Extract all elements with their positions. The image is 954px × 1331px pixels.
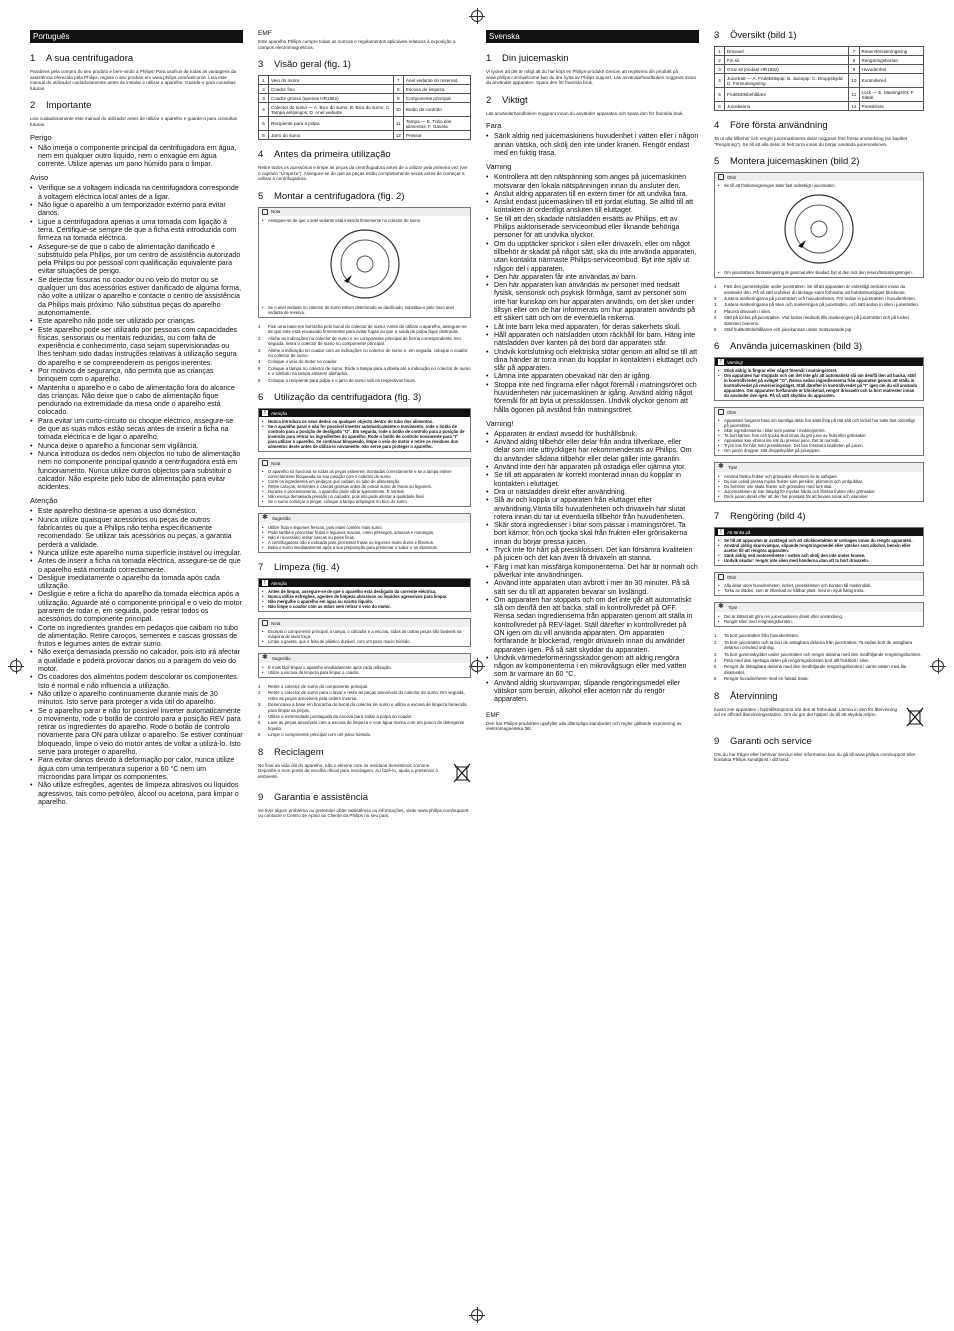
list-item: • Se o anel vedante no colector do sumo estiver deteriorado ou danificado, substitua-o pelo novo anel vedante de reserva. — [262, 305, 467, 315]
list-item: • Assegure-se de que o anel vedante está inserido firmemente no colector de sumo. — [262, 218, 467, 223]
note-icon — [718, 409, 724, 415]
list-varning — [486, 173, 699, 414]
steps-cleaning — [714, 633, 924, 681]
list-item: • Kontrollera att den nätspänning som anges på juicemaskinen motsvarar den lokala nätspänningen innan du ansluter den. — [486, 173, 699, 190]
section-heading: 6 Utilização da centrifugadora (fig. 3) — [258, 392, 422, 404]
table-row: 3 Coador grosso (apenas HR1882) 9 Componente principal — [259, 94, 471, 103]
caution-box: ! Att tänka på • Se till att apparaten är avstängd och att stickkontakten är urdragen innan du rengör apparaten. • Använd aldrig skursvampar, slipande rengöringsmedel eller vätskor som alkohol, bensin eller aceton till att rengöra apparaten. • Sänk aldrig ned motorenheten i vatten och skölj den inte under kranen. • Undvik skador: rengör inte silen med händerna utan att ta bort drivaxeln. — [714, 527, 924, 566]
section-heading: 3 Visão geral (fig. 1) — [258, 59, 351, 71]
step-item: 4 Peta med den spetsiga delen på rengöringsborsten bort allt fruktkött i silen. — [714, 658, 870, 664]
section-heading: 4 Före första användning — [714, 120, 828, 131]
list-item: • Não imerja o componente principal da centrifugadora em água, nem em qualquer outro líquido, nem o enxagúe em água corrente. Utilize apenas um pano húmido para o limpar. — [30, 144, 243, 169]
section-text: No final da vida útil do aparelho, não o elimine com os resíduos domésticos comuns. Deposite-o num ponto de recolha oficial para reciclagem. Ao fazê-lo, ajuda a preservar o ambiente. — [258, 762, 439, 779]
caution-box: ! Varning! • Stick aldrig in fingrar eller något föremål i matningsröret. • Om apparaten har stoppats och om det inte går att automatiskt slå om den/få den att backa, ställ in kontrollvredet på avläget "O". Rensa sedan ingredienserna från apparaten genom att ställa in kontrollvredet på reverseringsläget. Ställ därefter in kontrollvredet på "I" igen om du vill använda apparaten. Om apparaten fortfarande är blockerad, rengör drivaxeln och ta bort matrester innan du använder den igen. På så sätt skyddar du apparaten. — [714, 357, 924, 401]
caution-box: ! Atenção • Nunca introduza os seus dedos ou qualquer objecto dentro do tubo dos alimentos. • Se o aparelho parar e não for possível inverter automaticamente o movimento, rode o botão de controlo para a posição de desligado "O". Em seguida, rode o botão de controlo para a posição de inversão para retirar os ingredientes do aparelho. Rode o botão de controlo novamente para "I" para utilizar o aparelho. Se continuar bloqueado, limpe o veio do motor e retire os resíduos dos alimentos deste antes de utilizá-lo novamente. Isto serve para proteger o aparelho. — [258, 408, 471, 452]
list-item: • Använd färska frukter och grönsaker eftersom de är saftigare. — [718, 474, 920, 479]
note-box: Nota • Excepto o componente principal, a tampa, o calcador e a escova, todas as outras peças são laváveis na máquina de lavar loiça. • Limpe a gaveta, que é feita de plástico durável, com um pano macio húmido. — [258, 618, 471, 647]
list-item: • Corte os ingredientes grandes em pedaços que caibam no tubo de alimentação. Retire caroços, sementes e cascas grossas de frutos e legumes antes de extrair sumo. — [30, 624, 243, 649]
list-item: • Verifique se a voltagem indicada na centrifugadora corresponde à voltagem eléctrica local antes de a ligar. — [30, 184, 243, 201]
section-heading: 8 Återvinning — [714, 690, 778, 702]
list-item: • Nunca utilize este aparelho numa superfície instável ou irregular. — [30, 549, 243, 557]
list-item: • Apparaten fungerar bara om samtliga delar har satts ihop på rätt sätt och locket har satts fast ordentligt på juicetratten. — [718, 418, 920, 428]
tip-box: ✱ Sugestão • Utilize fruta e legumes frescos, pois estes contêm mais sumo. • Pode também processar frutos e legumes macios, como pêssegos, ameixas e morangos. • Não é necessário retirar cascas ou peles finas. • A centrifugadora não é indicada para processar frutas ou legumes muito duros e fibrosos. • Beba o sumo imediatamente após a sua preparação para preservar o sabor e as vitaminas. — [258, 513, 471, 553]
warning-icon: ! — [262, 580, 268, 586]
list-aviso — [30, 184, 243, 491]
list-item: • Não ligue o aparelho a um temporizador externo para evitar danos. — [30, 201, 243, 218]
list-item: • Pode também processar frutos e legumes macios, como pêssegos, ameixas e morangos. — [262, 530, 467, 535]
overview-table — [258, 75, 471, 140]
section-heading: 9 Garantia e assistência — [258, 791, 368, 803]
table-row: 5 Recipiente para a polpa 11 Tampa — E. Tubo dos alimentos; F. Gaveta — [259, 117, 471, 131]
list-item: • Sänk aldrig ned juicemaskinens huvudenhet i vatten eller i någon annan vätska, och skölj den inte under kranen. Rengör endast med en fuktig trasa. — [486, 132, 699, 157]
column-portuguese-2 — [258, 30, 471, 819]
registration-mark-right — [932, 660, 944, 672]
list-item: • Retire caroços, sementes e cascas grossas antes de extrair sumo de frutos ou legumes. — [262, 484, 467, 489]
list-item: • Om du upptäcker sprickor i silen eller drivaxeln, eller om något tillbehör är skadat på något sätt, ska du inte använda apparaten, utan kontakta närmaste Philips-serviceombud. Byt inte själv ut någon del i apparaten. — [486, 240, 699, 273]
list-item: • Nunca introduza os dedos nem objectos no tubo de alimentação nem no componente principal quando a centrifugadora está em funcionamento. Nunca utilize outros objectos para substituir o calcador. Não espreite pelo tubo de alimentação para evitar acidentes. — [30, 450, 243, 491]
step-item: 6 Coloque o recipiente para polpa e o jarro de sumo sob os respectivos bicos. — [258, 377, 416, 383]
column-swedish-2 — [714, 30, 924, 763]
list-item: • Slå av och koppla ur apparaten från eluttaget efter användning.Vänta tills huvudenheten och drivaxeln har slutat rotera innan du tar ut eventuella tillbehör från huvudenheten. — [486, 496, 699, 521]
section-heading: 7 Rengöring (bild 4) — [714, 511, 806, 523]
tip-box: ✱ Tips! • Använd färska frukter och grönsaker eftersom de är saftigare. • Du kan också pressa mjuka frukter som persikor, plommon och jordgubbar. • Du behöver inte skala frukter och grönsaker med tunt skal. • Juicemaskinen är inte lämplig för mycket hårda och fibrösa frukter eller grönsaker. • Drick juicen direkt efter att den har pressats för att bevara smak och vitaminer. — [714, 462, 924, 502]
section-heading: 4 Antes da primeira utilização — [258, 149, 391, 161]
step-item: 1 Fäst den gummiskydde under juicetratten. Se till att apparaten är ordentligt ansluten innan du använder den. På så sätt undviker du läckage samt förhindrar att fruktköttsutloppet blockeras. — [714, 284, 906, 295]
column-swedish-1 — [486, 30, 699, 732]
list-item: • Este aparelho não pode ser utilizado por crianças. — [30, 317, 243, 325]
section-heading: 5 Montera juicemaskinen (bild 2) — [714, 156, 860, 168]
steps-assemble — [714, 284, 924, 332]
step-item: 6 Ställ fruktköttsbehållaren och juicekannan under motsvarande pip. — [714, 327, 853, 333]
step-item: 1 Ta bort juicetratten från huvudenheten. — [714, 633, 800, 639]
step-item: 5 Lave as peças amovíveis com a escova de limpeza e com água morna com um pouco de detergente líquido. — [258, 720, 465, 731]
section-heading: 9 Garanti och service — [714, 735, 812, 747]
list-item: • Apparaten kan vibrera lite när du pressar juice. Det är normalt. — [718, 438, 920, 443]
section-text: Läs användarhandboken noggrant innan du använder apparaten och spara den för framtida bruk. — [486, 110, 684, 116]
list-item: • Den här apparaten får inte användas av barn. — [486, 273, 699, 281]
table-row: 1 Veio do motor 7 Anel vedante do reservat. — [259, 76, 471, 85]
list-item: • Undvik skador: rengör inte silen med händerna utan att ta bort drivaxeln. — [718, 558, 920, 563]
warning-icon: ! — [718, 359, 724, 365]
list-item: • Durante o processamento, o aparelho pode vibrar ligeiramente. É normal. — [262, 489, 467, 494]
section-heading: 1 A sua centrifugadora — [30, 53, 134, 64]
note-box: Obs! • Se till att förslutningsringen sitter fast ordentligt i juicetratten. • Om juicetrattens förslutningsring är gammal eller skadad, byt ut den mot den reservförslutningsringen. — [714, 172, 924, 278]
step-item: 2 Ta bort juicetratten och ta bort de avtagbara delarna från juicetratten. Ta sedan bort de avtagbara delarna i omvänd ordning. — [714, 639, 913, 651]
note-icon — [262, 460, 268, 466]
list-item: • Para evitar um curto-circuito ou choque eléctrico, assegure-se de que as suas mãos estão secas antes de inserir a ficha na tomada eléctrica e de ligar o aparelho. — [30, 417, 243, 442]
section-text: Leia cuidadosamente este manual do utilizador antes de utilizar o aparelho e guarde-o para consultas futuras. — [30, 116, 238, 127]
step-item: 5 Rengör de löstagbara delarna med den medföljande rengöringsborsten i varmt vatten med lite diskmedel. — [714, 664, 907, 675]
list-item: • Den här apparaten kan användas av personer med nedsatt fysisk, sensorisk och psykisk förmåga, samt av personer som inte har kunskap om hur apparaten används, om det sker under tillsyn eller om de har informerats om hur apparaten används på ett säkert sätt och om de eventuella riskerna. — [486, 281, 699, 322]
list-item: • Ligue a centrifugadora apenas a uma tomada com ligação à terra. Certifique-se sempre de que a ficha está introduzida com firmeza na tomada eléctrica. — [30, 218, 243, 243]
caution-box: ! Atenção • Antes de limpar, assegure-se de que o aparelho está desligado da corrente eléctrica. • Nunca utilize esfregões, agentes de limpeza abrasivos ou líquidos agressivos para limpar. • Não mergulhe o aparelho em água ou noutro líquido. • Não limpe o coador com as mãos sem retirar o veio do motor. — [258, 578, 471, 612]
list-item: • Antes de limpar, assegure-se de que o aparelho está desligado da corrente eléctrica. — [262, 589, 467, 594]
list-item: • A centrifugadora não é indicada para processar frutas ou legumes muito duros e fibrosos. — [262, 540, 467, 545]
section-text: Parabéns pela compra do seu produto e bem-vindo à Philips! Para usufruir de todas as vantagens da assistência oferecida pela Philips, registe o seu produto em www.philips.com/welcome. Leia este manual do utilizador cuidadosamente antes de instalar e utilizar o aparelho. Guarde-o para consultas futuras. — [30, 69, 237, 91]
list-item: • Não mergulhe o aparelho em água ou noutro líquido. — [262, 599, 467, 604]
step-item: 2 Alinhe as indicações no colector de sumo e no componente principal de forma correspondente. Em seguida, insira o colector de sumo no componente principal. — [258, 335, 461, 347]
list-item: • Limpe a gaveta, que é feita de plástico durável, com um pano macio húmido. — [262, 639, 467, 644]
note-icon — [718, 574, 724, 580]
list-item: • Não exerça demasiada pressão no calcador, pois isto irá afectar a qualidade e poderá provocar danos ou a paragem do veio do motor. — [30, 648, 243, 673]
note-icon — [718, 174, 724, 180]
overview-table — [714, 46, 924, 111]
list-item: • Nunca introduza os seus dedos ou qualquer objecto dentro do tubo dos alimentos. — [262, 419, 467, 424]
list-item: • Använd aldrig skursvampar, slipande rengöringsmedel eller vätskor som alkohol, bensin eller aceton till att rengöra apparaten. — [718, 543, 920, 553]
subheading-aviso: Aviso — [30, 173, 49, 183]
tip-icon — [262, 655, 269, 662]
list-item: • Não utilize esfregões, agentes de limpeza abrasivos ou líquidos agressivos, tais como petróleo, álcool ou acetona, para limpar o aparelho. — [30, 781, 243, 806]
note-box: Obs! • Alla delar utom huvudenheten, locket, pressklossen och borsten tål maskindisk. • Torka av släden, som är tillverkad av hållbar plast, med en mjuk fuktig trasa. — [714, 572, 924, 596]
recycle-bin-icon — [906, 707, 924, 727]
list-perigo — [30, 144, 243, 169]
step-item: 3 Justera markeringarna på silen och markeringen på juicetratten, och sätt sedan in silen i juicetratten. — [714, 302, 919, 308]
step-item: 5 Coloque a tampa no colector de sumo. Rode a tampa para a direita até a indicação no colector de sumo e o símbolo na tampa estarem alinhados. — [258, 365, 471, 377]
section-heading: 2 Viktigt — [486, 94, 528, 106]
juicer-figure — [262, 223, 467, 305]
registration-mark-bottom — [471, 1309, 483, 1321]
list-item: • Este aparelho pode ser utilizado por pessoas com capacidades físicas, sensoriais ou mentais reduzidas, ou com falta de experiência e conhecimento, caso sejam supervisionadas ou lhes tenham sido dadas instruções relativas à utilização segura do aparelho e se compreenderem os perigos inerentes. — [30, 326, 243, 367]
list-item: • Antes de inserir a ficha na tomada eléctrica, assegure-se de que o aparelho está montado correctamente. — [30, 557, 243, 574]
list-item: • Não limpe o coador com as mãos sem retirar o veio do motor. — [262, 604, 467, 609]
list-item: • Stoppa inte ned fingrarna eller något föremål i matningsröret och huvudenheten när juicemaskinen är igång. Använd aldrig något föremål för att byta ut pressklossen. Undvik olyckor genom att hålla ögonen på avstånd från matningsröret. — [486, 381, 699, 414]
language-header: Svenska — [486, 30, 699, 43]
list-item: • Nunca utilize quaisquer acessórios ou peças de outros fabricantes ou que a Philips não tenha especificamente recomendado. Se utilizar tais acessórios ou peças, a garantia perderá a validade. — [30, 516, 243, 549]
step-item: 6 Rengör huvudenheten med en fuktad trasa. — [714, 676, 809, 682]
list-item: • Du kan också pressa mjuka frukter som persikor, plommon och jordgubbar. — [718, 479, 920, 484]
language-header: Português — [30, 30, 243, 43]
section-heading: 2 Importante — [30, 100, 92, 112]
list-item: • Apparaten är endast avsedd för hushållsbruk. — [486, 430, 699, 438]
list-item: • Använd aldrig skursvampar, slipande rengöringsmedel eller vätskor som bensin, alkohol eller aceton när du rengör apparaten. — [486, 679, 699, 704]
list-item: • Nunca utilize esfregões, agentes de limpeza abrasivos ou líquidos agressivos para limpar. — [262, 594, 467, 599]
step-item: 6 Limpe o componente principal com um pano húmido. — [258, 732, 372, 738]
note-box: Nota • O aparelho só funciona se todas as peças estiverem montadas correctamente e se a tampa estiver correctamente bloqueada na sua posição com o colector de sumo. • Corte os ingredientes em pedaços que caibam no tubo de alimentação. • Retire caroços, sementes e cascas grossas antes de extrair sumo de frutos ou legumes. • Durante o processamento, o aparelho pode vibrar ligeiramente. É normal. • Não exerça demasiada pressão no calcador, pois isto pode afectar a qualidade final. • Se o sumo começar a pingar, coloque a tampa antipingos no bico do sumo. — [258, 458, 471, 507]
section-text: Ta ut alla tillbehör och rengör juicemaskinens delar noggrant före första användning (se kapitlet "Rengöring"). Se till att alla delar är helt torra innan du börjar använda juicemaskinen. — [714, 136, 908, 147]
section-heading: 8 Reciclagem — [258, 746, 324, 758]
list-item: • Undvik värmedeformeringsskador genom att aldrig rengöra någon av komponenterna i en mikrovågsugn eller med vatten som är varmare än 60 °C. — [486, 654, 699, 679]
step-item: 1 Retire o colector de sumo do componente principal. — [258, 684, 369, 690]
list-item: • O aparelho só funciona se todas as peças estiverem montadas correctamente e se a tampa estiver correctamente bloqueada na sua posição com o colector de sumo. — [262, 469, 467, 479]
list-item: • Este aparelho destina-se apenas a uso doméstico. — [30, 507, 243, 515]
warning-icon: ! — [262, 410, 268, 416]
step-item: 3 Ta bort gummiskyddet under juicetratten och rengör delarna med den medföljande rengöringsborsten. — [714, 651, 922, 657]
table-row: 4 Colector do sumo — A. Bico do sumo; B. Bico do sumo; C. Tampa antipingos; D. Anel vedante 10 Botão de controlo — [259, 103, 471, 117]
tip-icon — [718, 464, 725, 471]
subheading-atencao: Atenção — [30, 496, 58, 506]
list-item: • Om apparaten har stoppats och om det inte går att automatiskt slå om den/få den att backa, ställ in kontrollvredet på OFF. Rensa sedan ingredienserna från apparaten genom att ställa in kontrollvredet på REV-läget. Ställ därefter in kontrollvredet på ON igen om du vill använda apparaten. Om apparaten fortfarande är blockerad, rengör drivaxeln innan du använder apparaten igen. På så sätt skyddar du apparaten. — [486, 596, 699, 654]
table-row: 5 Fruktköttsbehållare 11 Lock — E. Matningsrör; F. Släde — [715, 88, 924, 102]
list-item: • Se detectar fissuras no coador ou no veio do motor ou se qualquer um dos acessórios estiver danificado de alguma forma, não volte a utilizar o aparelho e contacte o centro de assistência da Philips mais próximo. Não substitua peças do aparelho autonomamente. — [30, 276, 243, 317]
list-item: • Anslut aldrig apparaten till en extern timer för att undvika fara. — [486, 190, 699, 198]
list-item: • Os coadores dos alimentos podem descolorar os componentes. Isto é normal e não influencia a utilização. — [30, 673, 243, 690]
list-item: • Se till att apparaten är avstängd och att stickkontakten är urdragen innan du rengör apparaten. — [718, 538, 920, 543]
list-item: • Sänk aldrig ned motorenheten i vatten och skölj den inte under kranen. — [718, 553, 920, 558]
step-item: 5 Sätt på locket på juicetratten. Vrid locket medsols tills markeringen på juicetratten och på locket stämmer överens. — [714, 315, 909, 326]
list-item: • Se o sumo começar a pingar, coloque a tampa antipingos no bico do sumo. — [262, 499, 467, 504]
warning-icon: ! — [718, 529, 724, 535]
tip-box: ✱ Tips! • Det är lättast att göra ren juicemaskinen direkt efter användning. • Rengör silen med rengöringsborsten. — [714, 602, 924, 627]
note-box: Nota • Assegure-se de que o anel vedante está inserido firmemente no colector de sumo. • Se o anel vedante no colector do sumo estiver deteriorado ou danificado, substitua-o pelo novo anel vedante de reserva. — [258, 207, 471, 318]
juicer-figure — [718, 188, 920, 270]
table-row: 6 Juicekanna 12 Presskloss — [715, 102, 924, 111]
subheading-fara: Fara — [486, 121, 502, 131]
note-icon — [262, 209, 268, 215]
list-item: • Beba o sumo imediatamente após a sua preparação para preservar o sabor e as vitaminas. — [262, 545, 467, 550]
list-item: • Alla delar utom huvudenheten, locket, pressklossen och borsten tål maskindisk. — [718, 583, 920, 588]
step-item: 3 Desencaixe a base em borracha do bocal do colector de sumo e utilize a escova de limpeza fornecida para limpar as peças. — [258, 702, 467, 713]
list-item: • Não é necessário retirar cascas ou peles finas. — [262, 535, 467, 540]
list-item: • Juicemaskinen är inte lämplig för mycket hårda och fibrösa frukter eller grönsaker. — [718, 489, 920, 494]
list-item: • Utilize fruta e legumes frescos, pois estes contêm mais sumo. — [262, 525, 467, 530]
list-item: • Det är lättast att göra ren juicemaskinen direkt efter användning. — [718, 614, 920, 619]
section-heading: 6 Använda juicemaskinen (bild 3) — [714, 341, 863, 353]
table-row: 2 Fin sil 8 Rengöringsborste — [715, 56, 924, 65]
list-fara — [486, 132, 699, 157]
section-heading: 1 Din juicemaskin — [486, 53, 569, 64]
registration-mark-mid — [471, 660, 483, 672]
section-text: Om du har frågor eller behöver service eller information kan du gå till www.philips.com/support eller kontakta Philips kundtjänst i ditt land. — [714, 751, 916, 763]
list-item: • Om juicetrattens förslutningsring är gammal eller skadad, byt ut den mot den reservförslutningsringen. — [718, 270, 920, 275]
list-item: • Mantenha o aparelho e o cabo de alimentação fora do alcance das crianças. Não deixe que o cabo de alimentação fique pendurado na extremidade da mesa onde o aparelho está colocado. — [30, 384, 243, 417]
step-item: 4 Coloque o veio do motor no coador. — [258, 359, 338, 365]
tip-icon — [262, 515, 269, 522]
registration-mark-left — [10, 660, 22, 672]
table-row: 2 Coador fino 8 Escova de limpeza — [259, 85, 471, 94]
section-text: Se tiver algum problema ou pretender obter assistência ou informações, visite www.philips.com/support ou contacte o Centro de Apoio ao Cliente da Philips no seu país. — [258, 807, 469, 819]
list-item: • Använd aldrig tillbehör eller delar från andra tillverkare, eller delar som inte uttryckligen har rekommenderats av Philips. Om du använder sådana tillbehör eller delar gäller inte garantin. — [486, 438, 699, 463]
note-icon — [262, 620, 268, 626]
list-item: • É mais fácil limpar o aparelho imediatamente após cada utilização. — [262, 665, 467, 670]
section-heading: 7 Limpeza (fig. 4) — [258, 562, 340, 574]
table-row: 1 Drivaxel 7 Reservförslutningsring — [715, 47, 924, 56]
list-item: • Torka av släden, som är tillverkad av hållbar plast, med en mjuk fuktig trasa. — [718, 588, 920, 593]
list-item: • Om juicen droppar, sätt droppskyddet på juicepipen. — [718, 448, 920, 453]
table-row: 4 Juicetratt — A. Fruktköttspip; B. Juicepip; C. Droppskydd; D. Förslutningsring 10 Kontrollvred — [715, 74, 924, 88]
list-item: • Undvik kortslutning och elektriska stötar genom att alltid se till att dina händer är torra innan du kopplar in kontakten i eluttaget och slår på apparaten. — [486, 348, 699, 373]
list-item: • Para evitar danos devido à deformação por calor, nunca utilize água com uma temperatura superior a 60 °C nem um microondas para limpar os componentes. — [30, 756, 243, 781]
emf-text: Este aparelho Philips cumpre todas as normas e regulamentos aplicáveis relativos à exposição a campos electromagnéticos. — [258, 39, 456, 50]
tip-icon — [718, 604, 725, 611]
list-item: • Om apparaten har stoppats och om det inte går att automatiskt slå om den/få den att backa, ställ in kontrollvredet på avläget "O". Rensa sedan ingredienserna från apparaten genom att ställa in kontrollvredet på reverseringsläget. Ställ därefter in kontrollvredet på "I" igen om du vill använda apparaten. Om apparaten fortfarande är blockerad, rengör drivaxeln och ta bort matrester innan du använder den igen. På så sätt skyddar du apparaten. — [718, 373, 920, 398]
list-item: • Desligue imediatamente o aparelho da tomada após cada utilização. — [30, 574, 243, 591]
subheading-varning2: Varning! — [486, 418, 514, 428]
steps-assemble — [258, 324, 471, 383]
list-item: • Utilize a escova de limpeza para limpar o coador. — [262, 670, 467, 675]
section-text: Kasta inte apparaten i hushållssoporna när den är förbrukad. Lämna in den för återvinning vid en officiell återvinningsstation. Om du gör det hjälper du till att skydda miljön. — [714, 706, 898, 718]
list-item: • Dra ur nätsladden direkt efter användning. — [486, 488, 699, 496]
section-heading: 5 Montar a centrifugadora (fig. 2) — [258, 190, 405, 202]
list-item: • Não exerça demasiada pressão no calcador, pois isto pode afectar a qualidade final. — [262, 494, 467, 499]
column-portuguese-1 — [30, 30, 243, 806]
step-item: 3 Alinhe a indicação no coador com as indicações no colector de sumo e, em seguida, coloque o coador no colector de sumo. — [258, 347, 468, 358]
list-item: • Se o aparelho parar e não for possível inverter automaticamente o movimento, rode o botão de controlo para a posição de desligado "O". Em seguida, rode o botão de controlo para a posição de inversão para retirar os ingredientes do aparelho. Rode o botão de controlo novamente para "I" para utilizar o aparelho. Se continuar bloqueado, limpe o veio do motor e retire os resíduos dos alimentos deste antes de utilizá-lo novamente. Isto serve para proteger o aparelho. — [262, 424, 467, 449]
step-item: 4 Placera drivaxeln i silen. — [714, 308, 772, 314]
list-item: • Anslut endast juicemaskinen till ett jordat eluttag. Se alltid till att kontakten är ordentligt ansluten till eluttaget. — [486, 198, 699, 215]
list-item: • Se till att förslutningsringen sitter fast ordentligt i juicetratten. — [718, 183, 920, 188]
list-item: • Nunca deixe o aparelho a funcionar sem vigilância. — [30, 442, 243, 450]
list-item: • Se till att den skadade nätsladden ersätts av Philips, ett av Philips auktoriserade serviceombud eller liknande behöriga personer för att undvika olyckor. — [486, 215, 699, 240]
list-item: • Assegure-se de que o cabo de alimentação danificado é substituído pela Philips, por um centro de assistência autorizado pela Philips ou por pessoal com qualificação equivalente para evitar situações de perigo. — [30, 243, 243, 276]
list-item: • Drick juicen direkt efter att den har pressats för att bevara smak och vitaminer. — [718, 494, 920, 499]
step-item: 1 Fixe uma base em borracha pelo bocal do colector de sumo. Antes de utilizar o aparelho, assegure-se de que este está encaixado firmemente para evitar fugas ou que a saída de polpa fique obstruída. — [258, 323, 467, 335]
list-item: • Använd inte den här apparaten på ostadiga eller ojämna ytor. — [486, 463, 699, 471]
list-item: • Skär stora ingredienser i bitar som passar i matningsröret. Ta bort kärnor, frön och tjocka skal från frukten eller grönsakerna innan du börjar pressa juicen. — [486, 521, 699, 546]
tip-box: ✱ Sugestão • É mais fácil limpar o aparelho imediatamente após cada utilização. • Utilize a escova de limpeza para limpar o coador. — [258, 653, 471, 678]
recycle-bin-icon — [453, 763, 471, 783]
list-item: • Excepto o componente principal, a tampa, o calcador e a escova, todas as outras peças são laváveis na máquina de lavar loiça. — [262, 629, 467, 639]
step-item: 4 Utilize a extremidade pontiaguda da escova para soltar a polpa do coador. — [258, 714, 413, 720]
list-item: • Se till att apparaten är korrekt monterad innan du kopplar in kontakten i eluttaget. — [486, 471, 699, 488]
list-item: • Ta bort kärnor, frön och tjocka skal innan du gör juice av frukt eller grönsaker. — [718, 433, 920, 438]
emf-title: EMF — [258, 30, 272, 37]
section-text: Retire todos os acessórios e limpe as peças da centrifugadora antes de a utilizar pela primeira vez (ver o capítulo "Limpeza"). Assegure-se de que as peças estão completamente secas antes de começar a utilizar a centrifugadora. — [258, 165, 468, 182]
list-item: • Tryck inte för hårt på pressklossen. Det kan försämra kvaliteten på juicen och det kan även få drivaxeln att stanna. — [486, 546, 699, 563]
list-item: • Använd inte apparaten utan avbrott i mer än 30 minuter. På så sätt ser du till att apparaten bevarar sin livslängd. — [486, 579, 699, 596]
list-item: • Du behöver inte skala frukter och grönsaker med tunt skal. — [718, 484, 920, 489]
list-item: • Lämna inte apparaten obevakad när den är igång. — [486, 372, 699, 380]
table-row: 6 Jarro do sumo 12 Pressor — [259, 131, 471, 140]
list-item: • Färg i mat kan missfärga komponenterna. Det här är normalt och påverkar inte användningen. — [486, 563, 699, 580]
list-item: • Håll apparaten och nätsladden utom räckhåll för barn. Häng inte nätsladden över kanten på det bord där apparaten står. — [486, 331, 699, 348]
list-item: • Tryck inte för hårt med pressklossen. Det kan försämra kvaliteten på juicen. — [718, 443, 920, 448]
list-item: • Se o aparelho parar e não for possível inverter automaticamente o movimento, rode o botão de controlo para a posição REV para retirar os ingredientes do aparelho. Rode o botão de controlo novamente para ON para utilizar o aparelho. Se estiver continuar bloqueado, limpe o veio do motor antes de voltar a utilizá-lo. Isto serve para proteger o aparelho. — [30, 707, 243, 757]
list-item: • Stick aldrig in fingrar eller något föremål i matningsröret. — [718, 368, 920, 373]
section-heading: 3 Översikt (bild 1) — [714, 30, 797, 41]
list-item: • Låt inte barn leka med apparaten, för deras säkerhets skull. — [486, 323, 699, 331]
list-item: • Desligue e retire a ficha do aparelho da tomada eléctrica após a utilização. Aguarde até o componente principal e o veio do motor pararem de rodar e, em seguida, pode retirar todos os acessórios do componente principal. — [30, 590, 243, 623]
steps-cleaning — [258, 684, 471, 738]
list-item: • Skär ingredienserna i bitar som passar i matningsröret. — [718, 428, 920, 433]
step-item: 2 Justera markeringarna på juicetratten och huvudenheten. För sedan in juicetratten i huvudenheten. — [714, 296, 917, 301]
emf-text: Den här Philips-produkten uppfyller alla tillämpliga standarder och regler gällande exponering av elektromagnetiska fält. — [486, 720, 682, 732]
list-item: • Não utilize o aparelho continuamente durante mais de 30 minutos. Isto serve para proteger a vida útil do aparelho. — [30, 690, 243, 707]
registration-mark-top — [471, 10, 483, 22]
list-item: • Corte os ingredientes em pedaços que caibam no tubo de alimentação. — [262, 479, 467, 484]
table-row: 3 Grov sil (endast HR1882) 9 Huvudenhet — [715, 65, 924, 74]
subheading-varning: Varning — [486, 162, 512, 172]
list-item: • Por motivos de segurança, não permita que as crianças brinquem com o aparelho. — [30, 367, 243, 384]
subheading-perigo: Perigo — [30, 132, 52, 142]
note-box: Obs! • Apparaten fungerar bara om samtliga delar har satts ihop på rätt sätt och locket har satts fast ordentligt på juicetratten. • Skär ingredienserna i bitar som passar i matningsröret. • Ta bort kärnor, frön och tjocka skal innan du gör juice av frukt eller grönsaker. • Apparaten kan vibrera lite när du pressar juice. Det är normalt. • Tryck inte för hårt med pressklossen. Det kan försämra kvaliteten på juicen. • Om juicen droppar, sätt droppskyddet på juicepipen. — [714, 407, 924, 456]
section-text: Vi tycker att det är roligt att du har köpt en Philips-produkt! Genom att registrera din produkt på www.philips.com/welcome kan du dra nytta av Philips support. Läs användarhandboken noggrant innan du använder apparaten. Spara den för framtida bruk. — [486, 69, 697, 86]
list-varning2 — [486, 430, 699, 704]
emf-title: EMF — [486, 711, 500, 719]
step-item: 2 Retire o colector de sumo para o lavar e retire as peças amovíveis do colector de sumo. Em seguida, retire as peças amovíveis pela ordem inversa. — [258, 690, 465, 701]
list-atencao — [30, 507, 243, 806]
list-item: • Rengör silen med rengöringsborsten. — [718, 619, 920, 624]
